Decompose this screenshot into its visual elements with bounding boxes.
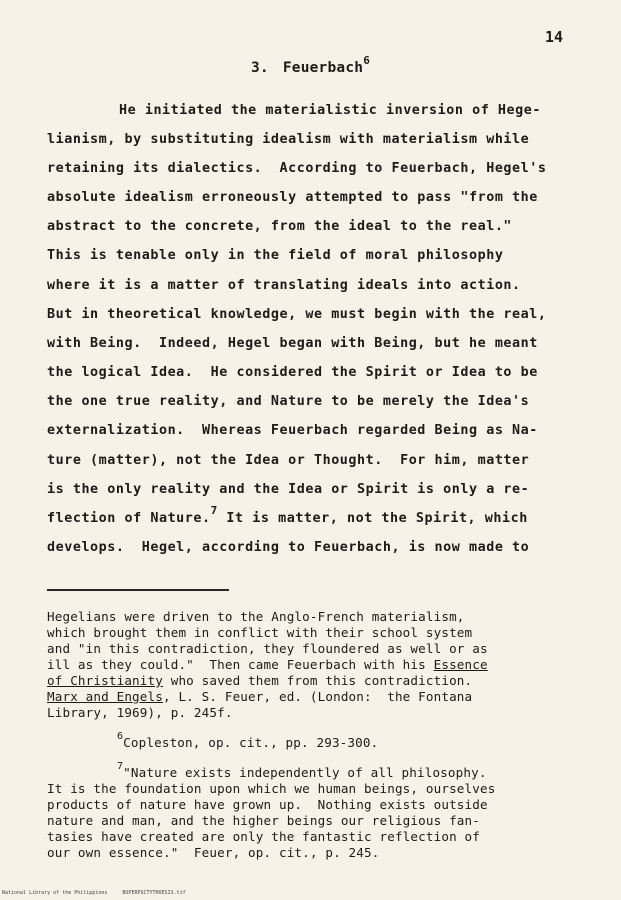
body-line: This is tenable only in the field of moral philosophy (47, 248, 504, 263)
body-line: abstract to the concrete, from the ideal to the real." (47, 219, 513, 234)
footnote-mark: 6 (117, 730, 124, 742)
body-line: absolute idealism erroneously attempted to pass "from the (47, 190, 538, 205)
footnote-line (47, 689, 573, 705)
body-line: externalization. Whereas Feuerbach regarded Being as Na- (47, 423, 538, 438)
body-line-text: flection of Nature. (47, 511, 211, 526)
section-title: Feuerbach (282, 59, 364, 76)
footnote-line: nature and man, and the higher beings our religious fan- (47, 813, 480, 828)
footnote-line: Library, 1969), p. 245f. (47, 705, 233, 720)
footnote-mark: 7 (117, 760, 124, 772)
body-line: with Being. Indeed, Hegel began with Being, but he meant (47, 336, 538, 351)
book-title: Essence (433, 657, 488, 672)
footnote-text: "Nature exists independently of all philosophy. (123, 765, 487, 780)
footnote-line (47, 673, 573, 689)
footnote-text: who saved them from this contradiction. (162, 673, 473, 688)
body-line: lianism, by substituting idealism with materialism while (47, 132, 530, 147)
footnote-line (47, 657, 573, 673)
archive-footer-tag: National Library of the Philippines BUPERPSCTYTHOESIS.tif (2, 890, 186, 896)
body-line: is the only reality and the Idea or Spirit is only a re- (47, 482, 530, 497)
body-footnote-mark: 7 (210, 503, 218, 517)
body-line: the one true reality, and Nature to be merely the Idea's (47, 394, 530, 409)
footnote-line: tasies have created are only the fantastic reflection of (47, 829, 480, 844)
body-line-text: It is matter, not the Spirit, which (217, 511, 528, 526)
body-line: the logical Idea. He considered the Spirit or Idea to be (47, 365, 538, 380)
footnote-line (117, 760, 621, 781)
footnote-line: products of nature have grown up. Nothing exists outside (47, 797, 488, 812)
book-title: of Christianity (47, 673, 163, 688)
book-title: Marx and Engels (47, 689, 163, 704)
body-line: where it is a matter of translating ideals into action. (47, 278, 521, 293)
section-number: 3. (250, 59, 269, 76)
body-line: retaining its dialectics. According to Feuerbach, Hegel's (47, 161, 547, 176)
footnote-divider (47, 589, 229, 591)
body-line: develops. Hegel, according to Feuerbach, is now made to (47, 540, 530, 555)
section-heading (0, 56, 621, 76)
footnote-line: and "in this contradiction, they floundered as well or as (47, 641, 488, 656)
page-number: 14 (545, 28, 564, 46)
body-line: He initiated the materialistic inversion of Hege- (119, 103, 541, 118)
body-line: ture (matter), not the Idea or Thought. For him, matter (47, 453, 530, 468)
body-line (47, 503, 575, 530)
footnote-text: Copleston, op. cit., pp. 293-300. (123, 735, 379, 750)
body-line: But in theoretical knowledge, we must begin with the real, (47, 307, 547, 322)
footnote-line: It is the foundation upon which we human beings, ourselves (47, 781, 496, 796)
footnote-text: ill as they could." Then came Feuerbach with his (47, 657, 434, 672)
footnote-text: , L. S. Feuer, ed. (London: the Fontana (162, 689, 473, 704)
footnote-line: which brought them in conflict with their school system (47, 625, 473, 640)
footnote-line: Hegelians were driven to the Anglo-French materialism, (47, 609, 465, 624)
footnote-line (117, 730, 621, 751)
heading-footnote-mark: 6 (363, 54, 371, 67)
footnote-line: our own essence." Feuer, op. cit., p. 245. (47, 845, 380, 860)
